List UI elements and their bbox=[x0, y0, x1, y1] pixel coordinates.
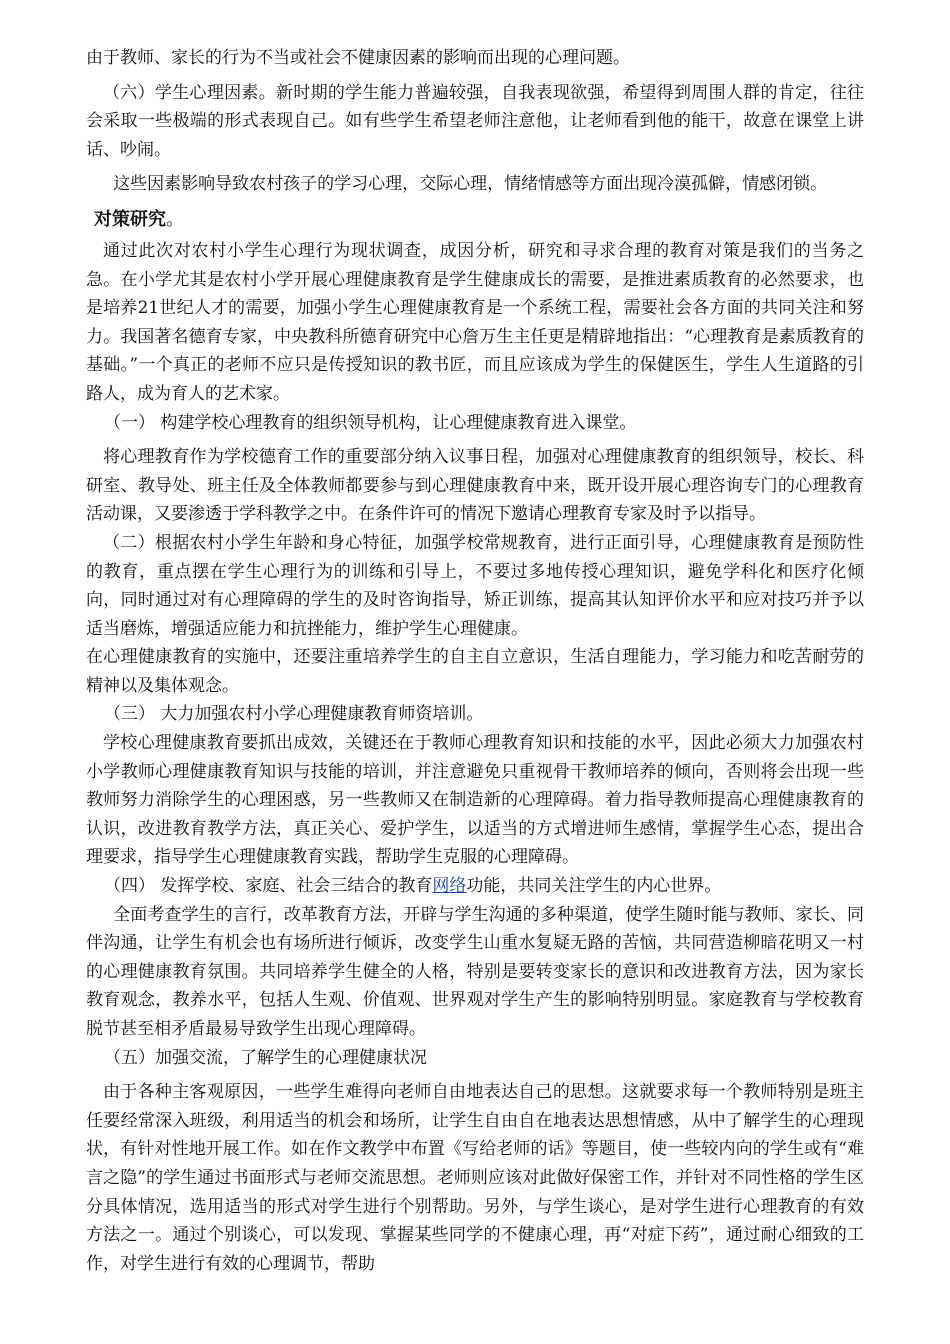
section-heading bbox=[94, 205, 864, 235]
paragraph-strategy-5: 由于各种主客观原因，一些学生难得向老师自由地表达自己的思想。这就要求每一个教师特别是班主任要经常深入班级，利用适当的机会和场所，让学生自由自在地表达思想情感，从中了解学生的心理现状，有针对性地开展工作。如在作文教学中布置《写给老师的话》等题目，使一些较内向的学生或有“难言之隐”的学生通过书面形式与老师交流思想。老师则应该对此做好保密工作，并针对不同性格的学生区分具体情况，选用适当的形式对学生进行个别帮助。另外，与学生谈心，是对学生进行心理教育的有效方法之一。通过个别谈心，可以发现、掌握某些同学的不健康心理，再“对症下药”，通过耐心细致的工作，对学生进行有效的心理调节，帮助 bbox=[86, 1082, 864, 1274]
section-heading-text: 对策研究 bbox=[94, 208, 166, 230]
paragraph-strategy-2-cont: 在心理健康教育的实施中，还要注重培养学生的自主自立意识，生活自理能力，学习能力和吃苦耐劳的精神以及集体观念。 bbox=[86, 647, 864, 696]
subheading-3: （三） 大力加强农村小学心理健康教育师资培训。 bbox=[104, 704, 484, 725]
subheading-4-text-before: （四） 发挥学校、家庭、社会三结合的教育 bbox=[104, 876, 433, 897]
paragraph-strategy-4: 全面考查学生的言行，改革教育方法，开辟与学生沟通的多种渠道，使学生随时能与教师、家长、同伴沟通，让学生有机会也有场所进行倾诉，改变学生山重水复疑无路的苦恼，共同营造柳暗花明又一村的心理健康教育氛围。共同培养学生健全的人格，特别是要转变家长的意识和改进教育方法，因为家长教育观念，教养水平，包括人生观、价值观、世界观对学生产生的影响特别明显。家庭教育与学校教育脱节甚至相矛盾最易导致学生出现心理障碍。 bbox=[86, 904, 864, 1039]
paragraph-strategy-1: 将心理教育作为学校德育工作的重要部分纳入议事日程，加强对心理健康教育的组织领导，校长、科研室、教导处、班主任及全体教师都要参与到心理健康教育中来，既开设开展心理咨询专门的心理教育活动课，又要渗透于学科教学之中。在条件许可的情况下邀请心理教育专家及时予以指导。 bbox=[86, 447, 864, 525]
subheading-4-text-after: 功能，共同关注学生的内心世界。 bbox=[466, 876, 722, 897]
paragraph-strategy-3: 学校心理健康教育要抓出成效，关键还在于教师心理教育知识和技能的水平，因此必须大力加强农村小学教师心理健康教育知识与技能的培训，并注意避免只重视骨干教师培养的倾向，否则将会出现一些教师努力消除学生的心理困惑，另一些教师又在制造新的心理障碍。着力指导教师提高心理健康教育的认识，改进教育教学方法，真正关心、爱护学生，以适当的方式增进师生感情，掌握学生心态，提出合理要求，指导学生心理健康教育实践，帮助学生克服的心理障碍。 bbox=[86, 733, 864, 868]
subheading-4 bbox=[104, 872, 864, 901]
network-link[interactable]: 网络 bbox=[432, 876, 467, 897]
paragraph-student-factors: （六）学生心理因素。新时期的学生能力普遍较强，自我表现欲强，希望得到周围人群的肯定，往往会采取一些极端的形式表现自己。如有些学生希望老师注意他，让老师看到他的能干，故意在课堂上讲话、吵闹。 bbox=[86, 82, 864, 160]
paragraph-1: 由于教师、家长的行为不当或社会不健康因素的影响而出现的心理问题。 bbox=[86, 48, 630, 68]
paragraph-strategy-intro: 通过此次对农村小学生心理行为现状调查，成因分析，研究和寻求合理的教育对策是我们的当务之急。在小学尤其是农村小学开展心理健康教育是学生健康成长的需要，是推进素质教育的必然要求，也是培养21世纪人才的需要，加强小学生心理健康教育是一个系统工程，需要社会各方面的共同关注和努力。我国著名德育专家，中央教科所德育研究中心詹万生主任更是精辟地指出：“心理教育是素质教育的基础。”一个真正的老师不应只是传授知识的教书匠，而且应该成为学生的保健医生，学生人生道路的引路人，成为育人的艺术家。 bbox=[86, 240, 864, 404]
paragraph-impact-summary: 这些因素影响导致农村孩子的学习心理，交际心理，情绪情感等方面出现冷漠孤僻，情感闭锁。 bbox=[113, 174, 828, 195]
paragraph-strategy-2: （二）根据农村小学生年龄和身心特征，加强学校常规教育，进行正面引导，心理健康教育是预防性的教育，重点摆在学生心理行为的训练和引导上，不要过多地传授心理知识，避免学科化和医疗化倾向，同时通过对有心理障碍的学生的及时咨询指导，矫正训练，提高其认知评价水平和应对技巧并予以适当磨炼，增强适应能力和抗挫能力，维护学生心理健康。 bbox=[86, 532, 864, 639]
subheading-1: （一） 构建学校心理教育的组织领导机构，让心理健康教育进入课堂。 bbox=[104, 412, 637, 433]
section-heading-punct: 。 bbox=[166, 208, 184, 230]
subheading-5: （五）加强交流，了解学生的心理健康状况 bbox=[104, 1047, 427, 1068]
